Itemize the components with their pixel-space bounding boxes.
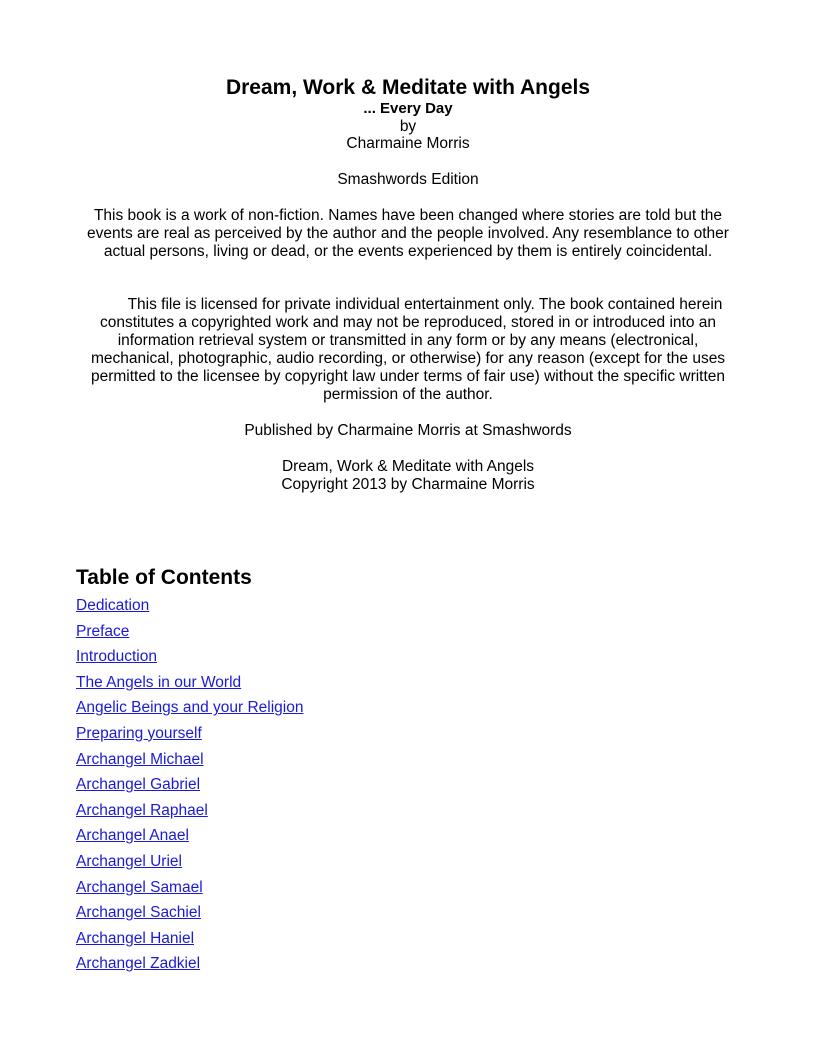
toc-link-angelic-beings-religion[interactable]: Angelic Beings and your Religion bbox=[76, 699, 304, 717]
toc-link-archangel-zadkiel[interactable]: Archangel Zadkiel bbox=[76, 955, 201, 973]
toc-item bbox=[76, 699, 303, 725]
toc-item bbox=[76, 751, 303, 777]
toc-link-dedication[interactable]: Dedication bbox=[76, 597, 150, 614]
copyright-title: Dream, Work & Meditate with Angels bbox=[281, 458, 535, 475]
toc-heading: Table of Contents bbox=[76, 566, 252, 589]
toc-link-preface[interactable]: Preface bbox=[76, 622, 130, 640]
non-fiction-notice: This book is a work of non-fiction. Names have been changed where stories are told but the events are real as perceived by the author and the people involved. Any resemblance to other actual persons, living or dead, or the events experienced by them is entirely coincidental. bbox=[87, 207, 729, 260]
toc-item bbox=[76, 955, 303, 981]
byline-by: by bbox=[399, 118, 417, 135]
toc-link-archangel-michael[interactable]: Archangel Michael bbox=[76, 750, 204, 768]
toc-link-archangel-gabriel[interactable]: Archangel Gabriel bbox=[76, 776, 201, 794]
toc-link-archangel-sachiel[interactable]: Archangel Sachiel bbox=[76, 904, 201, 922]
license-notice: This file is licensed for private individual entertainment only. The book contained herein constitutes a copyrighted work and may not be reproduced, stored in or introduced into an information retrieval system or transmitted in any form or by any means (electronical, mechanical, photographic, audio recording, or otherwise) for any reason (except for the uses permitted to the licensee by copyright law under terms of fair use) without the specific written permission of the author. bbox=[90, 296, 726, 403]
copyright-line: Copyright 2013 by Charmaine Morris bbox=[281, 476, 535, 493]
toc-link-preparing-yourself[interactable]: Preparing yourself bbox=[76, 724, 202, 742]
toc-list bbox=[76, 597, 303, 981]
book-title: Dream, Work & Meditate with Angels bbox=[225, 76, 591, 99]
toc-item bbox=[76, 853, 303, 879]
toc-item bbox=[76, 827, 303, 853]
toc-link-archangel-anael[interactable]: Archangel Anael bbox=[76, 827, 189, 845]
toc-item bbox=[76, 904, 303, 930]
toc-link-archangel-raphael[interactable]: Archangel Raphael bbox=[76, 801, 208, 819]
toc-item bbox=[76, 597, 303, 623]
toc-link-introduction[interactable]: Introduction bbox=[76, 648, 157, 666]
toc-item bbox=[76, 674, 303, 700]
toc-link-archangel-samael[interactable]: Archangel Samael bbox=[76, 878, 203, 896]
author-name: Charmaine Morris bbox=[346, 135, 470, 152]
toc-link-angels-in-our-world[interactable]: The Angels in our World bbox=[76, 673, 242, 691]
toc-item bbox=[76, 879, 303, 905]
toc-link-archangel-haniel[interactable]: Archangel Haniel bbox=[76, 929, 195, 947]
book-subtitle: ... Every Day bbox=[363, 100, 453, 117]
toc-item bbox=[76, 648, 303, 674]
toc-link-archangel-uriel[interactable]: Archangel Uriel bbox=[76, 852, 182, 870]
toc-item bbox=[76, 930, 303, 956]
published-by: Published by Charmaine Morris at Smashwords bbox=[244, 422, 572, 439]
toc-item bbox=[76, 776, 303, 802]
toc-item bbox=[76, 725, 303, 751]
toc-item bbox=[76, 623, 303, 649]
edition-label: Smashwords Edition bbox=[337, 171, 479, 188]
toc-item bbox=[76, 802, 303, 828]
